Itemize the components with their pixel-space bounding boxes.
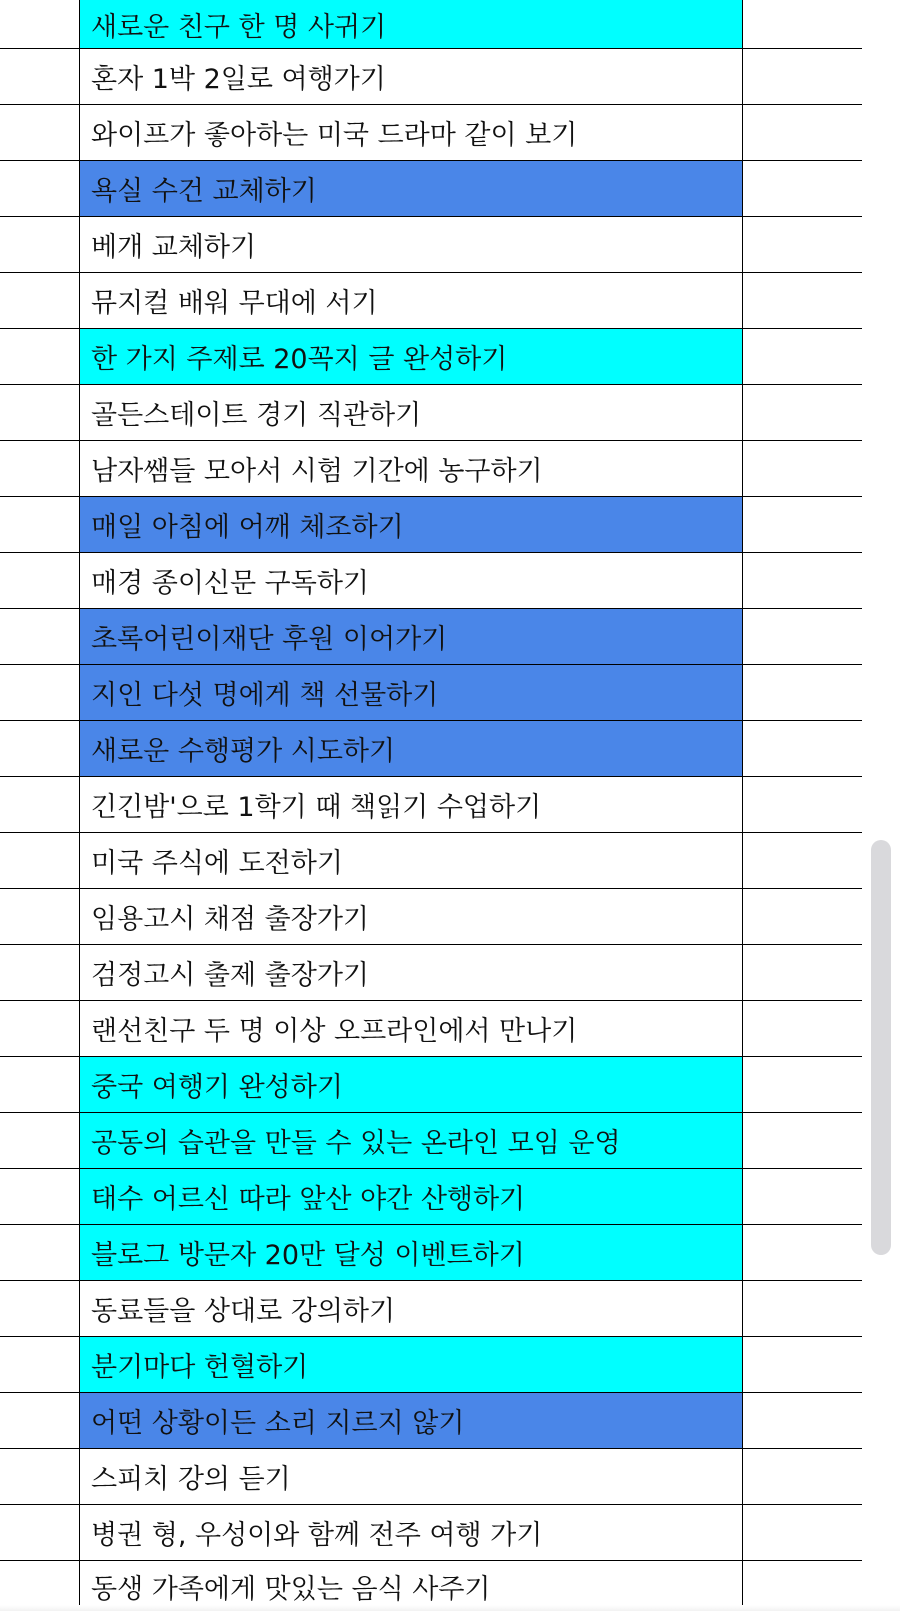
row-side-cell[interactable] [0,721,80,776]
table-row [0,1337,862,1393]
table-row [0,273,862,329]
row-side-cell[interactable] [0,945,80,1000]
task-cell[interactable]: 임용고시 채점 출장가기 [80,889,743,944]
row-trailing-cell[interactable] [743,777,862,832]
row-trailing-cell[interactable] [743,1505,862,1560]
bottom-edge-fade [0,1605,900,1611]
row-side-cell[interactable] [0,497,80,552]
task-cell[interactable]: 욕실 수건 교체하기 [80,161,743,216]
table-row [0,1449,862,1505]
task-cell[interactable]: 남자쌤들 모아서 시험 기간에 농구하기 [80,441,743,496]
row-side-cell[interactable] [0,1169,80,1224]
task-cell[interactable]: 병권 형, 우성이와 함께 전주 여행 가기 [80,1505,743,1560]
row-trailing-cell[interactable] [743,609,862,664]
task-cell[interactable]: 새로운 친구 한 명 사귀기 [80,0,743,48]
table-row [0,161,862,217]
row-side-cell[interactable] [0,1057,80,1112]
task-cell[interactable]: 베개 교체하기 [80,217,743,272]
row-trailing-cell[interactable] [743,553,862,608]
task-cell[interactable]: 한 가지 주제로 20꼭지 글 완성하기 [80,329,743,384]
row-trailing-cell[interactable] [743,1169,862,1224]
row-side-cell[interactable] [0,329,80,384]
row-trailing-cell[interactable] [743,329,862,384]
row-trailing-cell[interactable] [743,1393,862,1448]
row-trailing-cell[interactable] [743,161,862,216]
task-cell[interactable]: 분기마다 헌혈하기 [80,1337,743,1392]
table-row [0,889,862,945]
table-row [0,777,862,833]
task-cell[interactable]: 혼자 1박 2일로 여행가기 [80,49,743,104]
table-row [0,1113,862,1169]
task-cell[interactable]: 매경 종이신문 구독하기 [80,553,743,608]
row-trailing-cell[interactable] [743,889,862,944]
row-trailing-cell[interactable] [743,721,862,776]
table-row [0,385,862,441]
table-row [0,1057,862,1113]
row-side-cell[interactable] [0,553,80,608]
row-trailing-cell[interactable] [743,273,862,328]
table-row [0,1505,862,1561]
row-side-cell[interactable] [0,1281,80,1336]
row-trailing-cell[interactable] [743,385,862,440]
table-row [0,0,862,49]
row-trailing-cell[interactable] [743,1337,862,1392]
row-side-cell[interactable] [0,105,80,160]
task-cell[interactable]: 새로운 수행평가 시도하기 [80,721,743,776]
row-side-cell[interactable] [0,273,80,328]
row-trailing-cell[interactable] [743,1281,862,1336]
task-cell[interactable]: 지인 다섯 명에게 책 선물하기 [80,665,743,720]
row-side-cell[interactable] [0,0,80,48]
table-row [0,721,862,777]
task-cell[interactable]: 공동의 습관을 만들 수 있는 온라인 모임 운영 [80,1113,743,1168]
row-side-cell[interactable] [0,1337,80,1392]
table-row [0,49,862,105]
row-trailing-cell[interactable] [743,945,862,1000]
row-side-cell[interactable] [0,1393,80,1448]
row-side-cell[interactable] [0,833,80,888]
row-side-cell[interactable] [0,777,80,832]
row-side-cell[interactable] [0,217,80,272]
table-row [0,329,862,385]
task-cell[interactable]: 미국 주식에 도전하기 [80,833,743,888]
row-side-cell[interactable] [0,1505,80,1560]
table-row [0,1001,862,1057]
task-cell[interactable]: 초록어린이재단 후원 이어가기 [80,609,743,664]
table-row [0,1561,862,1611]
row-trailing-cell[interactable] [743,665,862,720]
row-side-cell[interactable] [0,1001,80,1056]
table-row [0,217,862,273]
task-cell[interactable]: 뮤지컬 배워 무대에 서기 [80,273,743,328]
row-side-cell[interactable] [0,1449,80,1504]
table-row [0,833,862,889]
table-row [0,1393,862,1449]
row-side-cell[interactable] [0,665,80,720]
table-row [0,105,862,161]
task-cell[interactable]: 중국 여행기 완성하기 [80,1057,743,1112]
task-cell[interactable]: 블로그 방문자 20만 달성 이벤트하기 [80,1225,743,1280]
task-cell[interactable]: 골든스테이트 경기 직관하기 [80,385,743,440]
row-trailing-cell[interactable] [743,1449,862,1504]
row-trailing-cell[interactable] [743,497,862,552]
task-cell[interactable]: 어떤 상황이든 소리 지르지 않기 [80,1393,743,1448]
row-side-cell[interactable] [0,441,80,496]
row-trailing-cell[interactable] [743,1113,862,1168]
task-cell[interactable]: 랜선친구 두 명 이상 오프라인에서 만나기 [80,1001,743,1056]
row-trailing-cell[interactable] [743,105,862,160]
table-row [0,497,862,553]
task-cell[interactable]: 와이프가 좋아하는 미국 드라마 같이 보기 [80,105,743,160]
row-trailing-cell[interactable] [743,833,862,888]
row-side-cell[interactable] [0,1113,80,1168]
task-cell[interactable]: 긴긴밤'으로 1학기 때 책읽기 수업하기 [80,777,743,832]
row-trailing-cell[interactable] [743,49,862,104]
row-trailing-cell[interactable] [743,0,862,48]
table-row [0,1225,862,1281]
row-trailing-cell[interactable] [743,217,862,272]
row-side-cell[interactable] [0,889,80,944]
row-trailing-cell[interactable] [743,441,862,496]
row-trailing-cell[interactable] [743,1057,862,1112]
vertical-scrollbar-thumb[interactable] [871,840,891,1255]
row-side-cell[interactable] [0,1561,80,1611]
row-side-cell[interactable] [0,1225,80,1280]
table-row [0,553,862,609]
row-trailing-cell[interactable] [743,1001,862,1056]
row-side-cell[interactable] [0,161,80,216]
task-cell[interactable]: 동료들을 상대로 강의하기 [80,1281,743,1336]
row-side-cell[interactable] [0,385,80,440]
table-row [0,609,862,665]
task-cell[interactable]: 스피치 강의 듣기 [80,1449,743,1504]
table-row [0,1281,862,1337]
task-cell[interactable]: 태수 어르신 따라 앞산 야간 산행하기 [80,1169,743,1224]
table-row [0,665,862,721]
table-row [0,1169,862,1225]
row-trailing-cell[interactable] [743,1225,862,1280]
table-row [0,945,862,1001]
task-cell[interactable]: 매일 아침에 어깨 체조하기 [80,497,743,552]
row-trailing-cell[interactable] [743,1561,862,1611]
task-cell[interactable]: 동생 가족에게 맛있는 음식 사주기 [80,1561,743,1611]
row-side-cell[interactable] [0,49,80,104]
row-side-cell[interactable] [0,609,80,664]
table-row [0,441,862,497]
task-cell[interactable]: 검정고시 출제 출장가기 [80,945,743,1000]
